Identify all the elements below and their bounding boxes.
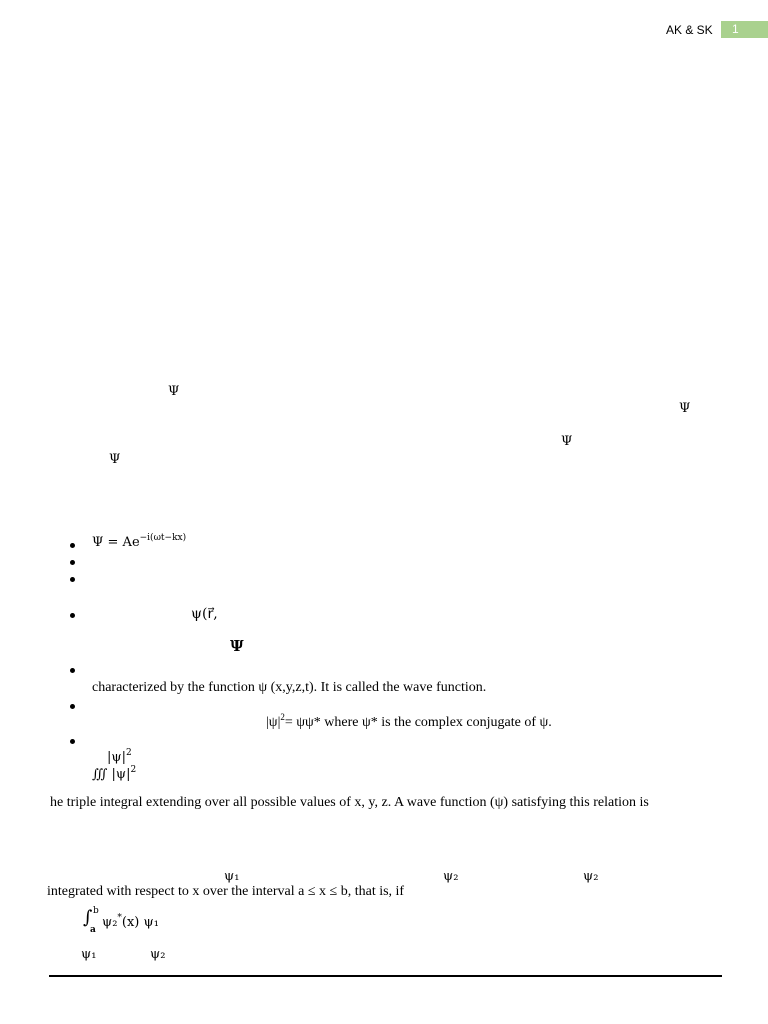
wave-equation bbox=[92, 535, 186, 550]
triple-integral-exponent: 2 bbox=[130, 765, 137, 775]
bullet-dot bbox=[70, 577, 75, 582]
psi-symbol: Ψ bbox=[679, 401, 691, 416]
psi-r-fragment: ψ(r⃗, bbox=[191, 606, 218, 622]
integrand bbox=[102, 915, 159, 930]
psi-symbol: Ψ bbox=[109, 452, 121, 467]
integrand-psi2: ψ₂ bbox=[102, 915, 118, 930]
integral-upper-limit: b bbox=[93, 906, 99, 916]
header-authors: AK & SK bbox=[666, 23, 713, 37]
psi-bold-symbol: 𝚿 bbox=[230, 637, 244, 655]
psi-1-symbol: ψ₁ bbox=[224, 869, 240, 884]
integral-sign: ∫ bbox=[83, 907, 93, 928]
psi-1-symbol: ψ₁ bbox=[81, 947, 97, 962]
triple-integral-explanation: he triple integral extending over all possible values of x, y, z. A wave function (ψ) satisfying this relation is bbox=[50, 795, 649, 810]
bullet-dot bbox=[70, 704, 75, 709]
bullet-dot bbox=[70, 668, 75, 673]
wave-function-definition: characterized by the function ψ (x,y,z,t). It is called the wave function. bbox=[92, 680, 487, 695]
integrand-rest: (x) ψ₁ bbox=[121, 915, 159, 930]
psi-symbol: Ψ bbox=[561, 434, 573, 449]
psi-symbol: Ψ bbox=[168, 384, 180, 399]
abs-psi-squared-exponent: 2 bbox=[125, 748, 132, 758]
interval-text: integrated with respect to x over the interval a ≤ x ≤ b, that is, if bbox=[47, 884, 405, 899]
bullet-dot bbox=[70, 739, 75, 744]
probability-density-rest: = ψψ* where ψ* is the complex conjugate of ψ. bbox=[284, 715, 552, 730]
bullet-dot bbox=[70, 543, 75, 548]
abs-psi-squared-base: |ψ| bbox=[107, 750, 126, 765]
integral-lower-limit: a bbox=[90, 925, 96, 935]
psi-2-symbol: ψ₂ bbox=[443, 869, 459, 884]
psi-2-symbol: ψ₂ bbox=[583, 869, 599, 884]
wave-equation-lhs: Ψ = Ae bbox=[92, 535, 140, 550]
triple-integral bbox=[92, 767, 136, 782]
psi-2-symbol: ψ₂ bbox=[150, 947, 166, 962]
probability-density-exponent: 2 bbox=[280, 712, 285, 722]
footer-divider bbox=[49, 975, 722, 977]
abs-psi-squared bbox=[107, 750, 132, 765]
probability-density bbox=[266, 712, 552, 731]
bullet-dot bbox=[70, 560, 75, 565]
page-number-badge: 1 bbox=[721, 21, 768, 38]
wave-equation-exponent: −i(ωt−kx) bbox=[139, 533, 187, 543]
conjugate-star: * bbox=[117, 913, 122, 923]
bullet-dot bbox=[70, 613, 75, 618]
probability-density-lhs: |ψ| bbox=[266, 715, 281, 730]
triple-integral-base: ∭ |ψ| bbox=[92, 767, 131, 782]
